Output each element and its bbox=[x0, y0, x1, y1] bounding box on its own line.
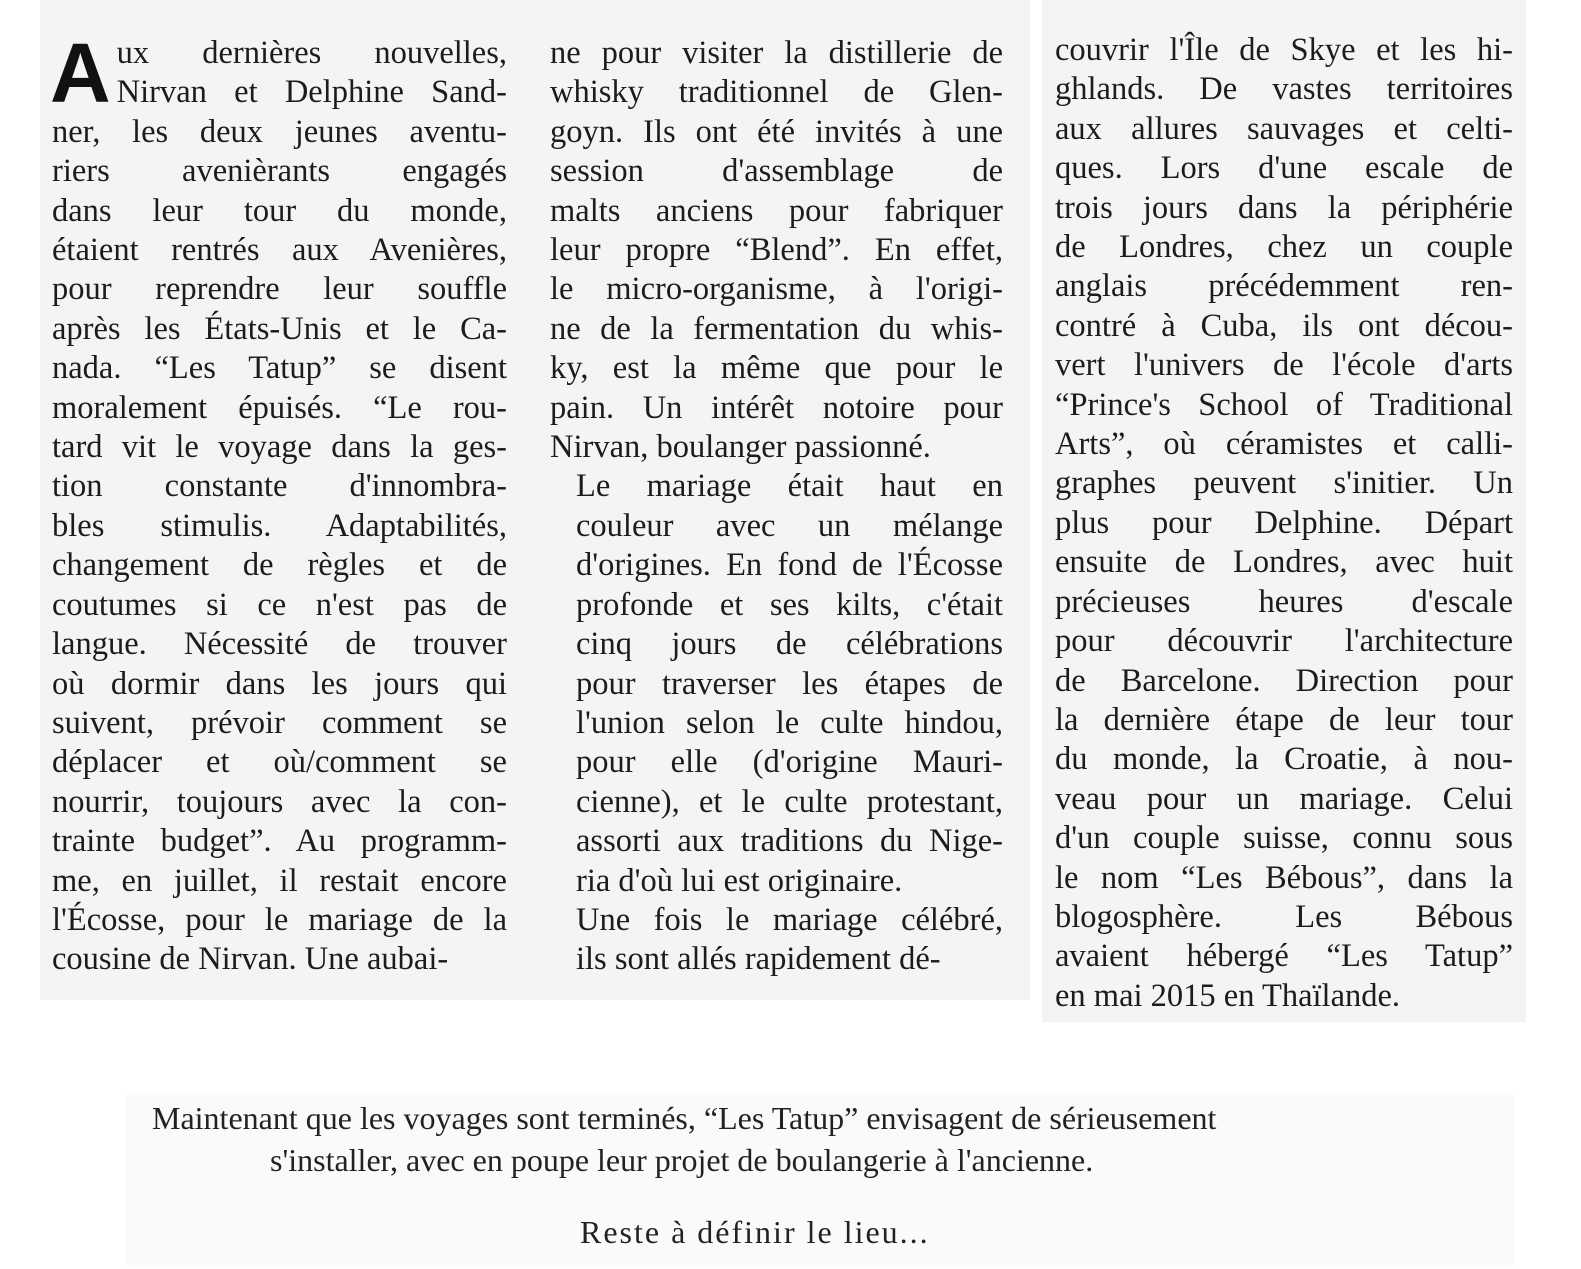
article-text-line: pour elle (d'origine Mauri- bbox=[576, 744, 1003, 781]
article-text-line: ner, les deux jeunes aventu- bbox=[52, 113, 507, 150]
column-2-paragraph-2 bbox=[550, 467, 1003, 900]
article-text-line: riers avenièrants engagés bbox=[52, 153, 507, 190]
article-text-line: cinq jours de célébrations bbox=[576, 626, 1003, 663]
column-1-paragraph bbox=[50, 26, 507, 980]
article-text-line: Nirvan, boulanger passionné. bbox=[550, 429, 931, 466]
article-text-line: cousine de Nirvan. Une aubai- bbox=[52, 941, 449, 978]
closing-caption-line-2: s'installer, avec en poupe leur projet de boulangerie à l'ancienne. bbox=[270, 1142, 1094, 1178]
article-column-3 bbox=[1055, 31, 1513, 1016]
article-text-line: aux allures sauvages et celti- bbox=[1055, 110, 1513, 147]
article-text-line: tion constante d'innombra- bbox=[52, 468, 507, 505]
article-text-line: le nom “Les Bébous”, dans la bbox=[1055, 859, 1513, 896]
article-text-line: “Prince's School of Traditional bbox=[1055, 386, 1513, 423]
article-text-line: trois jours dans la périphérie bbox=[1055, 189, 1513, 226]
article-text-line: cienne), et le culte protestant, bbox=[576, 783, 1003, 820]
drop-cap: A bbox=[50, 26, 111, 120]
article-text-line: suivent, prévoir comment se bbox=[52, 704, 507, 741]
article-text-line: où dormir dans les jours qui bbox=[52, 665, 507, 702]
article-text-line: après les États-Unis et le Ca- bbox=[52, 310, 507, 347]
article-text-line: ky, est la même que pour le bbox=[550, 350, 1003, 387]
article-text-line: d'origines. En fond de l'Écosse bbox=[576, 547, 1003, 584]
article-text-line: en mai 2015 en Thaïlande. bbox=[1055, 977, 1401, 1014]
article-text-line: contré à Cuba, ils ont décou- bbox=[1055, 307, 1513, 344]
article-text-line: blogosphère. Les Bébous bbox=[1055, 898, 1513, 935]
article-text-line: tard vit le voyage dans la ges- bbox=[52, 429, 507, 466]
article-text-line: de Barcelone. Direction pour bbox=[1055, 662, 1513, 699]
article-text-line: le micro-organisme, à l'origi- bbox=[550, 271, 1003, 308]
article-text-line: ne de la fermentation du whis- bbox=[550, 310, 1003, 347]
article-text-line: l'Écosse, pour le mariage de la bbox=[52, 901, 507, 938]
article-text-line: session d'assemblage de bbox=[550, 153, 1003, 190]
article-text-line: whisky traditionnel de Glen- bbox=[550, 74, 1003, 111]
closing-caption-line-3: Reste à définir le lieu... bbox=[580, 1214, 930, 1250]
article-text-line: déplacer et où/comment se bbox=[52, 744, 507, 781]
article-text-line: ux dernières nouvelles, bbox=[116, 35, 507, 71]
article-text-line: anglais précédemment ren- bbox=[1055, 268, 1513, 305]
article-text-line: étaient rentrés aux Avenières, bbox=[52, 232, 507, 269]
article-text-line: ques. Lors d'une escale de bbox=[1055, 150, 1513, 187]
article-text-line: d'un couple suisse, connu sous bbox=[1055, 820, 1513, 857]
article-text-line: bles stimulis. Adaptabilités, bbox=[52, 507, 507, 544]
article-text-line: Nirvan et Delphine Sand- bbox=[116, 74, 507, 111]
article-text-line: Une fois le mariage célébré, bbox=[576, 901, 1003, 938]
article-text-line: avaient hébergé “Les Tatup” bbox=[1055, 938, 1513, 975]
article-text-line: nourrir, toujours avec la con- bbox=[52, 783, 507, 820]
article-text-line: vert l'univers de l'école d'arts bbox=[1055, 347, 1513, 384]
article-text-line: Arts”, où céramistes et calli- bbox=[1055, 426, 1513, 463]
article-text-line: profonde et ses kilts, c'était bbox=[576, 586, 1003, 623]
article-text-line: l'union selon le culte hindou, bbox=[576, 704, 1003, 741]
article-text-line: moralement épuisés. “Le rou- bbox=[52, 389, 507, 426]
article-text-line: pour découvrir l'architecture bbox=[1055, 623, 1513, 660]
article-text-line: pour reprendre leur souffle bbox=[52, 271, 507, 308]
article-text-line: langue. Nécessité de trouver bbox=[52, 626, 507, 663]
article-text-line: me, en juillet, il restait encore bbox=[52, 862, 507, 899]
article-text-line: leur propre “Blend”. En effet, bbox=[550, 232, 1003, 269]
article-text-line: précieuses heures d'escale bbox=[1055, 583, 1513, 620]
article-text-line: ensuite de Londres, avec huit bbox=[1055, 544, 1513, 581]
article-text-line: dans leur tour du monde, bbox=[52, 192, 507, 229]
article-column-1 bbox=[50, 26, 507, 980]
article-text-line: du monde, la Croatie, à nou- bbox=[1055, 741, 1513, 778]
article-text-line: nada. “Les Tatup” se disent bbox=[52, 350, 507, 387]
article-text-line: ghlands. De vastes territoires bbox=[1055, 71, 1513, 108]
article-text-line: couvrir l'Île de Skye et les hi- bbox=[1055, 32, 1513, 68]
article-text-line: de Londres, chez un couple bbox=[1055, 229, 1513, 266]
article-text-line: graphes peuvent s'initier. Un bbox=[1055, 465, 1513, 502]
article-text-line: ria d'où lui est originaire. bbox=[576, 862, 903, 899]
column-3-paragraph bbox=[1055, 31, 1513, 1016]
column-2-paragraph-3 bbox=[550, 901, 1003, 980]
article-text-line: plus pour Delphine. Départ bbox=[1055, 504, 1513, 541]
article-text-line: pour traverser les étapes de bbox=[576, 665, 1003, 702]
article-text-line: pain. Un intérêt notoire pour bbox=[550, 389, 1003, 426]
article-text-line: trainte budget”. Au programm- bbox=[52, 823, 507, 860]
article-text-line: assorti aux traditions du Nige- bbox=[576, 823, 1003, 860]
column-2-paragraph-1 bbox=[550, 34, 1003, 467]
article-text-line: goyn. Ils ont été invités à une bbox=[550, 113, 1003, 150]
article-text-line: coutumes si ce n'est pas de bbox=[52, 586, 507, 623]
closing-caption-line-1: Maintenant que les voyages sont terminés, “Les Tatup” envisagent de sérieusement bbox=[152, 1100, 1217, 1136]
article-text-line: couleur avec un mélange bbox=[576, 507, 1003, 544]
article-text-line: veau pour un mariage. Celui bbox=[1055, 780, 1513, 817]
article-text-line: la dernière étape de leur tour bbox=[1055, 701, 1513, 738]
article-text-line: malts anciens pour fabriquer bbox=[550, 192, 1003, 229]
article-text-line: ne pour visiter la distillerie de bbox=[550, 35, 1003, 71]
article-text-line: Le mariage était haut en bbox=[576, 468, 1003, 505]
article-text-line: changement de règles et de bbox=[52, 547, 507, 584]
article-text-line: ils sont allés rapidement dé- bbox=[576, 941, 941, 978]
article-column-2 bbox=[550, 34, 1003, 980]
